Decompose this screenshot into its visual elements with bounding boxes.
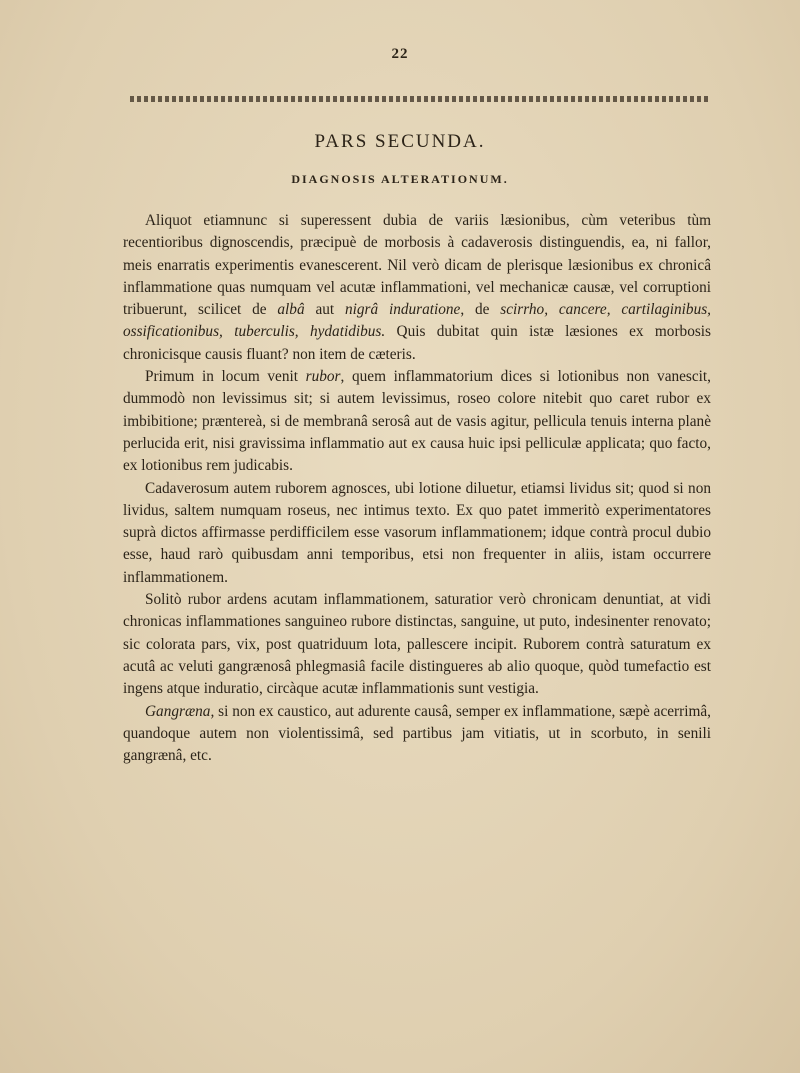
part-title: PARS SECUNDA. [314,131,486,152]
text-run: Solitò rubor ardens acutam inflammationem, saturatior verò chronicam denuntiat, at vidi chronicas inflammationes sanguineo rubore distinctas, sanguine, ut puto, indesinenter renovato; sic colorata pars, vix, post quatriduum lota, pallescere incipit. Ruborem contrà saturatum ex acutâ ac veluti gangrænosâ phlegmasiâ facile distingueres ab alio quoque, quòd tumefactio est ingens atque induratio, circàque acutæ inflammationis sunt vestigia. [123,591,711,698]
italic-text: nigrâ induratione [344,301,461,319]
italic-text: albâ [277,301,305,319]
paragraph [123,366,711,477]
body-text [123,210,711,767]
paragraph [123,478,711,589]
decorative-rule [130,96,710,102]
italic-text: Gangræna, [145,702,215,720]
text-run: Quis dubitat quin istæ læsiones ex morbosis chronicisque causis fluant? non item de cæteris. [123,323,712,363]
text-run: Cadaverosum autem ruborem agnosces, ubi lotione diluetur, etiamsi lividus sit; quod si non lividus, saltem numquam roseus, nec intimus texto. Ex quo patet immeritò experimentatores suprà dictos affirmasse perdifficilem esse vasorum inflammationem; idque contrà procul dubio esse, haud rarò quibusdam anni temporibus, etsi non frequenter in aliis, istam occurrere inflammationem. [123,479,711,586]
paragraph [123,701,711,768]
page-number: 22 [391,46,409,62]
text-run: , quem inflammatorium dices si lotionibus non vanescit, dummodò non levissimus sit; si autem levissimus, roseo colore nitebit quo caret rubor ex imbibitione; præntereà, si de membranâ serosâ aut de vasis agitur, pellicula tenuis interna planè perlucida erit, nisi gravissima inflammatio aut ex causa huic ipsi pelliculæ applicata; quo facto, ex lotionibus rem judicabis. [123,368,711,475]
text-run: Aliquot etiamnunc si superessent dubia de variis læsionibus, cùm veteribus tùm recentioribus dignoscendis, præcipuè de morbosis à cadaverosis distinguendis, ea, ni fallor, meis enarratis experimentis evanescerent. Nil verò dicam de plerisque læsionibus ex chronicâ inflammatione quas numquam vel acutæ inflammationi, vel mechanicæ causæ, vel corruptioni tribuerunt, scilicet de [123,212,711,319]
text-run: aut [304,301,345,319]
text-run: si non ex caustico, aut adurente causâ, semper ex inflammatione, sæpè acerrimâ, quandoque autem non violentissimâ, sed partibus jam vitiatis, ut in scorbuto, in senili gangrænâ, etc. [123,702,711,765]
italic-text: rubor [305,368,341,386]
text-run: , de [460,301,501,319]
paragraph [123,589,711,700]
section-title: DIAGNOSIS ALTERATIONUM. [291,172,509,186]
italic-text: scirrho, cancere, cartilaginibus, ossificationibus, tuberculis, hydatidibus. [123,301,712,341]
paragraph [123,210,711,366]
text-run: Primum in locum venit [145,368,306,386]
